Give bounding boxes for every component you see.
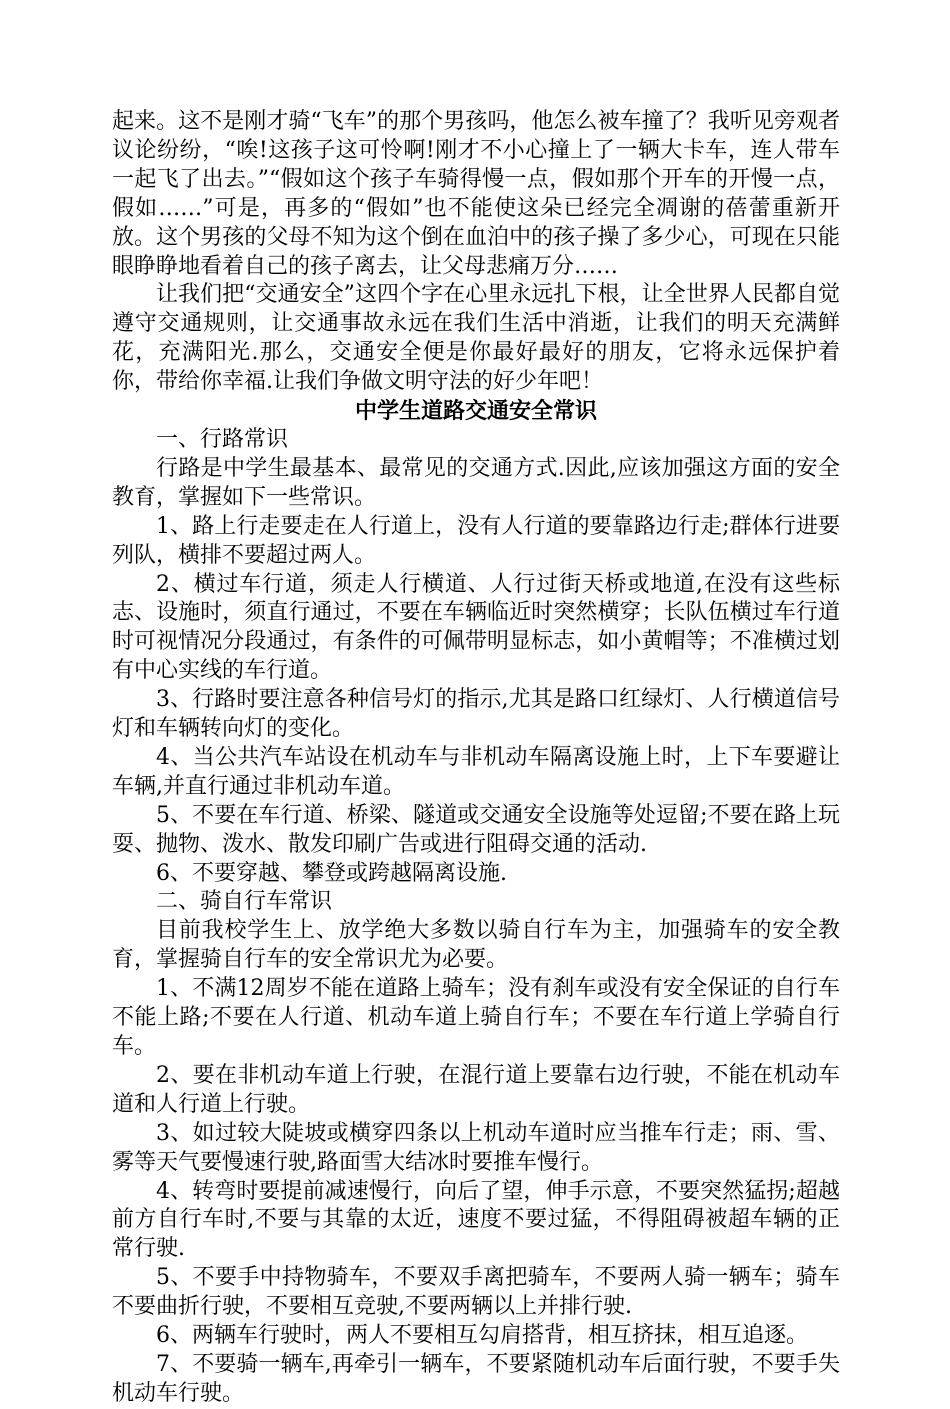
intro-paragraph-2: 让我们把“交通安全”这四个字在心里永远扎下根，让全世界人民都自觉遵守交通规则，让交通事故永远在我们生活中消逝，让我们的明天充满鲜花，充满阳光.那么，交通安全便是你最好最好的朋友，它将永远保护着你，带给你幸福.让我们争做文明守法的好少年吧！	[112, 282, 840, 395]
section-2-item-4: 4、转弯时要提前减速慢行，向后了望，伸手示意，不要突然猛拐;超越前方自行车时,不要与其靠的太近，速度不要过猛，不得阻碍被超车辆的正常行驶.	[112, 1178, 840, 1262]
section-1-item-5: 5、不要在车行道、桥梁、隧道或交通安全设施等处逗留;不要在路上玩耍、抛物、泼水、散发印刷广告或进行阻碍交通的活动.	[112, 802, 840, 857]
section-1-item-4: 4、当公共汽车站设在机动车与非机动车隔离设施上时，上下车要避让车辆,并直行通过非机动车道。	[112, 744, 840, 799]
section-2-item-2: 2、要在非机动车道上行驶，在混行道上要靠右边行驶，不能在机动车道和人行道上行驶。	[112, 1062, 840, 1117]
section-2-intro: 目前我校学生上、放学绝大多数以骑自行车为主，加强骑车的安全教育，掌握骑自行车的安全常识尤为必要。	[112, 918, 840, 973]
document-page	[112, 108, 840, 1409]
section-2-item-5: 5、不要手中持物骑车，不要双手离把骑车，不要两人骑一辆车；骑车不要曲折行驶，不要相互竞驶,不要两辆以上并排行驶.	[112, 1265, 840, 1320]
section-1-intro: 行路是中学生最基本、最常见的交通方式.因此,应该加强这方面的安全教育，掌握如下一些常识。	[112, 455, 840, 510]
section-2-item-3: 3、如过较大陡坡或横穿四条以上机动车道时应当推车行走；雨、雪、雾等天气要慢速行驶,路面雪大结冰时要推车慢行。	[112, 1120, 840, 1175]
section-1-heading: 一、行路常识	[156, 426, 289, 452]
section-2-item-7: 7、不要骑一辆车,再牵引一辆车，不要紧随机动车后面行驶，不要手失机动车行驶。	[112, 1351, 840, 1406]
section-2-item-6: 6、两辆车行驶时，两人不要相互勾肩搭背，相互挤抹，相互追逐。	[156, 1323, 808, 1349]
intro-paragraph-1: 起来。这不是刚才骑“飞车”的那个男孩吗，他怎么被车撞了？我听见旁观者议论纷纷，“唉!这孩子这可怜啊!刚才不小心撞上了一辆大卡车，连人带车一起飞了出去。”“假如这个孩子车骑得慢一点，假如那个开车的开慢一点，假如……”可是，再多的“假如”也不能使这朵已经完全凋谢的蓓蕾重新开放。这个男孩的父母不知为这个倒在血泊中的孩子操了多少心，可现在只能眼睁睁地看着自己的孩子离去，让父母悲痛万分……	[112, 109, 840, 279]
document-title: 中学生道路交通安全常识	[354, 398, 597, 425]
section-1-item-2: 2、横过车行道，须走人行横道、人行过街天桥或地道,在没有这些标志、设施时，须直行通过，不要在车辆临近时突然横穿；长队伍横过车行道时可视情况分段通过，有条件的可佩带明显标志，如小黄帽等；不准横过划有中心实线的车行道。	[112, 571, 840, 684]
section-1-item-1: 1、路上行走要走在人行道上，没有人行道的要靠路边行走;群体行进要列队，横排不要超过两人。	[112, 513, 840, 568]
section-1-item-6: 6、不要穿越、攀登或跨越隔离设施.	[156, 860, 507, 886]
section-2-item-1: 1、不满12周岁不能在道路上骑车；没有刹车或没有安全保证的自行车不能上路;不要在人行道、机动车道上骑自行车；不要在车行道上学骑自行车。	[112, 976, 840, 1059]
section-1-item-3: 3、行路时要注意各种信号灯的指示,尤其是路口红绿灯、人行横道信号灯和车辆转向灯的变化。	[112, 687, 840, 742]
section-2-heading: 二、骑自行车常识	[156, 889, 333, 915]
